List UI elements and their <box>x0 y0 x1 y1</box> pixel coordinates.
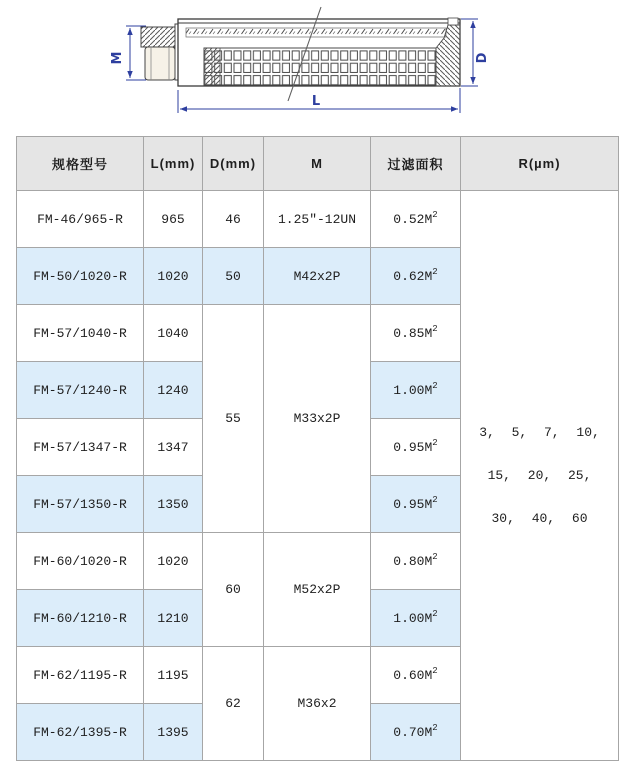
cell-filter-area: $1.00M^2$ <box>371 362 461 419</box>
cell-diameter: 46 <box>203 191 264 248</box>
cell-model: FM-57/1040-R <box>17 305 144 362</box>
cell-filter-area: $0.80M^2$ <box>371 533 461 590</box>
mesh-grid <box>204 48 436 85</box>
micron-rating-line: 30, 40, 60 <box>491 511 588 526</box>
perforated-band <box>186 28 446 37</box>
cell-model: FM-62/1395-R <box>17 704 144 761</box>
col-header-length: L(mm) <box>144 137 203 191</box>
cell-filter-area: $0.95M^2$ <box>371 476 461 533</box>
dim-label-d: D <box>475 52 490 64</box>
cell-model: FM-57/1347-R <box>17 419 144 476</box>
col-header-micron-rating: R(µm) <box>461 137 619 191</box>
dimension-d <box>461 19 478 86</box>
cell-filter-area: $1.00M^2$ <box>371 590 461 647</box>
cell-length: 1350 <box>144 476 203 533</box>
cell-model: FM-60/1020-R <box>17 533 144 590</box>
cell-length: 1195 <box>144 647 203 704</box>
cell-filter-area: $0.52M^2$ <box>371 191 461 248</box>
col-header-diameter: D(mm) <box>203 137 264 191</box>
filter-body <box>178 18 460 86</box>
spec-table-body <box>17 191 619 761</box>
header-row <box>17 137 619 191</box>
cell-thread: M52x2P <box>264 533 371 647</box>
cell-model: FM-46/965-R <box>17 191 144 248</box>
cell-model: FM-57/1350-R <box>17 476 144 533</box>
drawing-svg <box>0 0 634 134</box>
cell-filter-area: $0.85M^2$ <box>371 305 461 362</box>
thread-fitting-icon <box>141 24 183 80</box>
cell-length: 1240 <box>144 362 203 419</box>
cell-length: 1347 <box>144 419 203 476</box>
col-header-filter-area: 过滤面积 <box>371 137 461 191</box>
cell-filter-area: $0.95M^2$ <box>371 419 461 476</box>
cell-filter-area: $0.70M^2$ <box>371 704 461 761</box>
dim-label-m: M <box>110 51 125 65</box>
spec-table-header <box>17 137 619 191</box>
cell-length: 965 <box>144 191 203 248</box>
micron-rating-line: 15, 20, 25, <box>487 468 592 483</box>
cell-model: FM-57/1240-R <box>17 362 144 419</box>
dim-label-l: L <box>311 94 321 109</box>
cell-micron-ratings <box>461 191 619 761</box>
cell-diameter: 50 <box>203 248 264 305</box>
cell-filter-area: $0.60M^2$ <box>371 647 461 704</box>
cell-model: FM-60/1210-R <box>17 590 144 647</box>
spec-table <box>16 136 619 761</box>
cell-length: 1395 <box>144 704 203 761</box>
cell-diameter: 62 <box>203 647 264 761</box>
cell-model: FM-62/1195-R <box>17 647 144 704</box>
cell-thread: M33x2P <box>264 305 371 533</box>
col-header-thread: M <box>264 137 371 191</box>
cell-length: 1210 <box>144 590 203 647</box>
cell-thread: 1.25"-12UN <box>264 191 371 248</box>
micron-rating-line: 3, 5, 7, 10, <box>479 425 600 440</box>
table-row <box>17 191 619 248</box>
col-header-model: 规格型号 <box>17 137 144 191</box>
cell-length: 1020 <box>144 533 203 590</box>
cell-filter-area: $0.62M^2$ <box>371 248 461 305</box>
cell-length: 1020 <box>144 248 203 305</box>
cell-length: 1040 <box>144 305 203 362</box>
cell-model: FM-50/1020-R <box>17 248 144 305</box>
cell-diameter: 60 <box>203 533 264 647</box>
cell-thread: M36x2 <box>264 647 371 761</box>
cell-thread: M42x2P <box>264 248 371 305</box>
filter-technical-drawing <box>0 0 634 134</box>
cell-diameter: 55 <box>203 305 264 533</box>
